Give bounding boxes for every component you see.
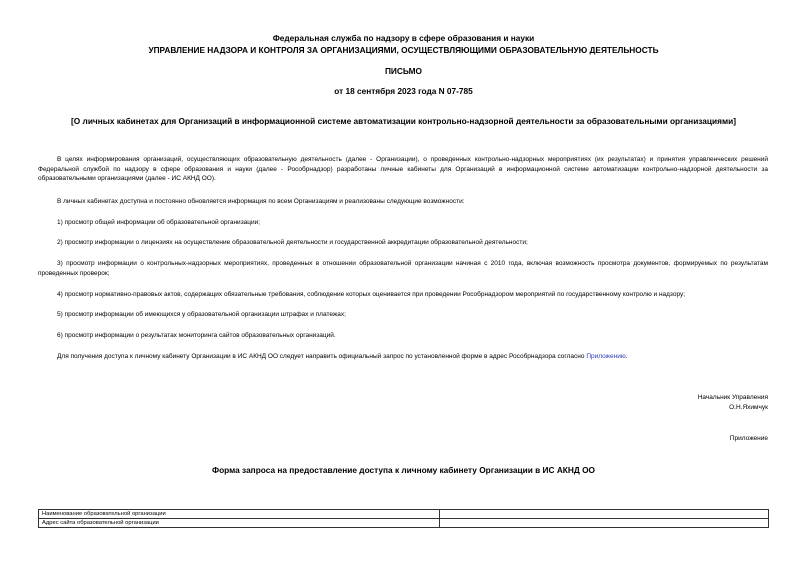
request-form-table — [38, 509, 769, 528]
form-row-label: Адрес сайта образовательной организации — [39, 519, 440, 528]
access-text: Для получения доступа к личному кабинету Организации в ИС АКНД ОО следует направить официальный запрос по установленной форме в адрес Рособрнадзора согласно — [57, 353, 587, 360]
department-name: УПРАВЛЕНИЕ НАДЗОРА И КОНТРОЛЯ ЗА ОРГАНИЗАЦИЯМИ, ОСУЩЕСТВЛЯЮЩИМИ ОБРАЗОВАТЕЛЬНУЮ ДЕЯТЕЛЬНОСТЬ — [148, 45, 659, 55]
access-paragraph — [38, 352, 768, 362]
intro-paragraph: В целях информирования организаций, осуществляющих образовательную деятельность (далее - Организации), о проведенных контрольно-надзорных мероприятиях (их результатах) и принятия управленческих решений Федеральной службой по надзору в сфере образования и науки (далее - Рособрнадзор) разработаны личные кабинеты для Организаций в информационной системе автоматизации контрольно-надзорной деятельности за образовательными организациями (далее - ИС АКНД ОО). — [38, 156, 768, 182]
access-end: . — [625, 353, 628, 360]
form-row-value[interactable] — [440, 519, 769, 528]
agency-name: Федеральная служба по надзору в сфере образования и науки — [272, 33, 535, 43]
signature-name: О.Н.Яхимчук — [729, 404, 768, 411]
form-row-label: Наименование образовательной организации — [39, 510, 440, 519]
availability-paragraph: В личных кабинетах доступна и постоянно обновляется информация по всем Организациям и реализованы следующие возможности: — [57, 198, 465, 205]
document-subject: [О личных кабинетах для Организаций в информационной системе автоматизации контрольно-надзорной деятельности за образовательными организациями] — [71, 116, 736, 126]
list-item: 6) просмотр информации о результатах мониторинга сайтов образовательных организаций. — [57, 332, 336, 339]
table-row — [39, 510, 769, 519]
list-item: 1) просмотр общей информации об образовательной организации; — [57, 219, 261, 226]
document-date-number: от 18 сентября 2023 года N 07-785 — [334, 86, 473, 96]
document-type: ПИСЬМО — [384, 66, 423, 76]
list-item: 5) просмотр информации об имеющихся у образовательной организации штрафах и платежах; — [57, 311, 346, 318]
form-title: Форма запроса на предоставление доступа к личному кабинету Организации в ИС АКНД ОО — [212, 465, 595, 475]
appendix-link[interactable]: Приложению — [586, 353, 626, 360]
list-item: 3) просмотр информации о контрольных-надзорных мероприятиях, проведенных в отношении образовательной организации начиная с 2010 года, включая возможность просмотра документов, формируемых по результатам проведенных проверок; — [38, 260, 768, 277]
table-row — [39, 519, 769, 528]
appendix-label: Приложение — [729, 435, 768, 442]
form-row-value[interactable] — [440, 510, 769, 519]
list-item: 4) просмотр нормативно-правовых актов, содержащих обязательные требования, соблюдение которых оценивается при проведении Рособрнадзором мероприятий по государственному контролю и надзору; — [57, 291, 686, 298]
signature-position: Начальник Управления — [697, 394, 768, 401]
list-item: 2) просмотр информации о лицензиях на осуществление образовательной деятельности и государственной аккредитации образовательной деятельности; — [57, 239, 528, 246]
